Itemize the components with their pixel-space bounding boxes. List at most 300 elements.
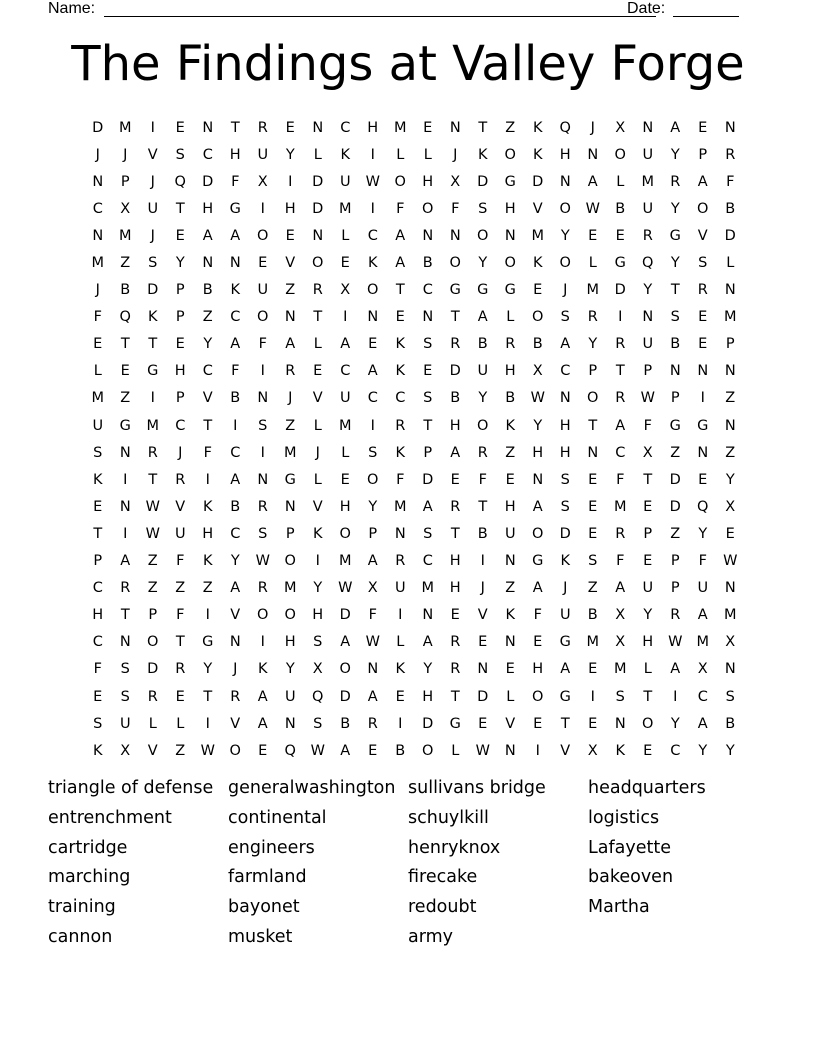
grid-letter: Z: [587, 580, 598, 597]
grid-row: [84, 277, 744, 304]
grid-letter: O: [257, 227, 269, 244]
grid-letter: F: [93, 661, 102, 678]
grid-letter: R: [642, 227, 653, 244]
grid-letter: Y: [560, 227, 570, 244]
grid-letter: L: [588, 255, 597, 272]
grid-letter: H: [202, 525, 214, 542]
grid-letter: T: [478, 119, 488, 136]
grid-letter: C: [202, 363, 213, 380]
grid-letter: K: [532, 146, 543, 163]
grid-letter: E: [423, 363, 433, 380]
grid-letter: F: [231, 173, 240, 190]
word-bank-item: entrenchment: [48, 807, 172, 828]
grid-letter: A: [395, 227, 406, 244]
grid-row: [84, 385, 744, 412]
grid-letter: K: [505, 607, 515, 624]
grid-letter: W: [255, 553, 270, 570]
grid-letter: R: [587, 309, 598, 326]
grid-letter: N: [312, 227, 324, 244]
grid-letter: L: [396, 634, 405, 651]
grid-letter: J: [150, 173, 155, 190]
grid-letter: E: [423, 119, 433, 136]
grid-letter: V: [147, 742, 158, 759]
grid-letter: A: [670, 661, 681, 678]
grid-letter: A: [560, 661, 571, 678]
grid-letter: R: [450, 661, 461, 678]
grid-letter: C: [560, 363, 571, 380]
grid-letter: H: [449, 417, 461, 434]
grid-letter: C: [230, 444, 241, 461]
grid-letter: M: [531, 227, 544, 244]
grid-letter: H: [92, 607, 104, 624]
grid-letter: G: [477, 282, 489, 299]
grid-letter: E: [450, 607, 460, 624]
grid-letter: Y: [285, 146, 295, 163]
word-bank-item: schuylkill: [408, 807, 489, 828]
grid-letter: L: [176, 715, 185, 732]
grid-letter: X: [120, 742, 131, 759]
grid-letter: N: [724, 661, 736, 678]
grid-letter: Z: [202, 580, 213, 597]
grid-letter: X: [725, 634, 736, 651]
grid-letter: E: [478, 634, 488, 651]
grid-letter: Z: [120, 390, 131, 407]
grid-letter: T: [230, 119, 240, 136]
grid-letter: F: [396, 200, 405, 217]
word-bank-item: henryknox: [408, 837, 501, 858]
grid-letter: P: [368, 525, 378, 542]
grid-letter: N: [257, 390, 269, 407]
grid-letter: D: [532, 173, 544, 190]
grid-letter: J: [95, 282, 100, 299]
grid-letter: E: [533, 282, 543, 299]
grid-letter: I: [123, 525, 128, 542]
page-title: The Findings at Valley Forge: [71, 36, 745, 92]
grid-letter: D: [559, 525, 571, 542]
grid-letter: I: [205, 715, 210, 732]
word-bank-item: bayonet: [228, 897, 300, 918]
grid-letter: N: [257, 471, 269, 488]
grid-letter: R: [395, 417, 406, 434]
grid-letter: D: [669, 471, 681, 488]
grid-letter: N: [587, 146, 599, 163]
grid-letter: K: [367, 255, 378, 272]
grid-letter: R: [312, 282, 323, 299]
grid-letter: M: [91, 255, 104, 272]
grid-letter: E: [588, 715, 598, 732]
grid-letter: H: [532, 444, 544, 461]
grid-letter: V: [285, 255, 296, 272]
grid-letter: Q: [119, 309, 131, 326]
grid-letter: W: [365, 173, 380, 190]
grid-letter: E: [588, 525, 598, 542]
grid-letter: A: [120, 553, 131, 570]
grid-letter: V: [230, 715, 241, 732]
grid-letter: M: [723, 607, 737, 624]
grid-letter: A: [202, 227, 213, 244]
grid-letter: D: [312, 200, 324, 217]
grid-letter: Z: [505, 444, 516, 461]
grid-letter: L: [341, 444, 350, 461]
grid-letter: S: [93, 444, 103, 461]
grid-letter: A: [257, 715, 268, 732]
grid-letter: Y: [670, 255, 680, 272]
grid-letter: X: [587, 742, 598, 759]
grid-letter: L: [313, 471, 322, 488]
grid-letter: H: [339, 498, 351, 515]
grid-letter: U: [284, 688, 296, 705]
grid-letter: X: [450, 173, 461, 190]
grid-letter: D: [614, 282, 626, 299]
grid-letter: O: [477, 227, 489, 244]
grid-letter: L: [506, 688, 515, 705]
grid-letter: D: [312, 173, 324, 190]
grid-letter: N: [92, 227, 104, 244]
grid-letter: N: [284, 498, 296, 515]
grid-letter: N: [504, 634, 516, 651]
grid-letter: I: [233, 417, 238, 434]
grid-letter: G: [449, 715, 461, 732]
grid-letter: K: [395, 661, 405, 678]
grid-letter: I: [260, 634, 265, 651]
grid-letter: Q: [559, 119, 571, 136]
grid-letter: H: [532, 661, 544, 678]
grid-letter: B: [450, 390, 461, 407]
grid-letter: C: [202, 146, 213, 163]
grid-letter: H: [284, 634, 296, 651]
grid-letter: C: [422, 282, 433, 299]
grid-letter: N: [394, 525, 406, 542]
grid-letter: X: [615, 634, 626, 651]
grid-letter: Y: [670, 146, 680, 163]
grid-letter: G: [284, 471, 296, 488]
grid-letter: E: [505, 661, 515, 678]
grid-letter: E: [698, 309, 708, 326]
grid-letter: X: [532, 363, 543, 380]
grid-letter: A: [367, 688, 378, 705]
grid-letter: N: [367, 309, 379, 326]
grid-letter: O: [697, 200, 709, 217]
grid-letter: P: [725, 336, 735, 353]
grid-letter: V: [147, 146, 158, 163]
grid-letter: D: [422, 471, 434, 488]
grid-letter: E: [588, 661, 598, 678]
grid-letter: C: [395, 390, 406, 407]
grid-row: [84, 710, 744, 737]
grid-row: [84, 412, 744, 439]
grid-letter: N: [642, 309, 654, 326]
date-label: Date:: [627, 0, 666, 17]
grid-letter: L: [451, 742, 460, 759]
grid-letter: C: [230, 525, 241, 542]
grid-letter: A: [532, 580, 543, 597]
grid-letter: K: [395, 336, 405, 353]
grid-letter: N: [642, 119, 654, 136]
grid-letter: P: [148, 607, 158, 624]
grid-letter: N: [669, 363, 681, 380]
grid-letter: N: [697, 444, 709, 461]
grid-row: [84, 737, 744, 764]
grid-letter: E: [533, 634, 543, 651]
grid-letter: G: [119, 417, 131, 434]
grid-letter: L: [313, 417, 322, 434]
grid-letter: P: [698, 146, 708, 163]
grid-letter: C: [615, 444, 626, 461]
word-bank-item: bakeoven: [588, 867, 674, 888]
grid-letter: Y: [533, 417, 543, 434]
grid-row: [84, 520, 744, 547]
grid-letter: S: [120, 688, 130, 705]
grid-letter: T: [643, 471, 653, 488]
grid-letter: I: [260, 200, 265, 217]
grid-letter: C: [92, 634, 103, 651]
word-bank-item: generalwashington: [228, 778, 396, 798]
grid-letter: R: [257, 119, 268, 136]
grid-row: [84, 331, 744, 358]
grid-letter: R: [450, 336, 461, 353]
grid-letter: H: [229, 146, 241, 163]
grid-letter: T: [560, 715, 570, 732]
grid-letter: B: [587, 607, 598, 624]
grid-row: [84, 168, 744, 195]
grid-letter: Z: [120, 255, 131, 272]
grid-letter: A: [560, 336, 571, 353]
grid-letter: E: [340, 255, 350, 272]
grid-letter: Z: [670, 444, 681, 461]
grid-letter: P: [423, 444, 433, 461]
grid-letter: R: [175, 661, 186, 678]
grid-letter: Z: [175, 580, 186, 597]
grid-letter: N: [724, 119, 736, 136]
grid-letter: T: [120, 607, 130, 624]
grid-letter: H: [202, 200, 214, 217]
grid-letter: X: [312, 661, 323, 678]
grid-letter: E: [643, 498, 653, 515]
grid-letter: S: [313, 715, 323, 732]
grid-row: [84, 195, 744, 222]
grid-letter: X: [615, 607, 626, 624]
grid-letter: I: [398, 715, 403, 732]
grid-letter: Y: [725, 471, 735, 488]
grid-letter: X: [642, 444, 653, 461]
grid-letter: Y: [285, 661, 295, 678]
grid-letter: Y: [368, 498, 378, 515]
grid-letter: H: [642, 634, 654, 651]
grid-letter: G: [697, 417, 709, 434]
grid-letter: B: [615, 200, 626, 217]
grid-letter: O: [367, 282, 379, 299]
grid-letter: E: [505, 471, 515, 488]
grid-letter: S: [175, 146, 185, 163]
grid-letter: N: [119, 444, 131, 461]
grid-letter: S: [148, 255, 158, 272]
grid-letter: P: [643, 525, 653, 542]
grid-letter: C: [670, 742, 681, 759]
grid-letter: S: [670, 309, 680, 326]
grid-letter: T: [395, 282, 405, 299]
grid-letter: O: [367, 471, 379, 488]
grid-letter: L: [313, 336, 322, 353]
grid-letter: K: [395, 444, 405, 461]
grid-letter: N: [229, 255, 241, 272]
grid-letter: K: [312, 525, 323, 542]
grid-letter: V: [312, 390, 323, 407]
grid-letter: R: [120, 580, 131, 597]
grid-letter: E: [395, 688, 405, 705]
word-bank: [48, 778, 768, 968]
grid-letter: R: [175, 471, 186, 488]
grid-letter: L: [616, 173, 625, 190]
grid-letter: H: [559, 444, 571, 461]
grid-letter: N: [724, 282, 736, 299]
grid-letter: H: [422, 173, 434, 190]
grid-letter: G: [532, 553, 544, 570]
grid-letter: I: [260, 363, 265, 380]
grid-letter: B: [230, 390, 241, 407]
grid-letter: K: [560, 553, 570, 570]
grid-letter: F: [616, 471, 625, 488]
grid-letter: M: [338, 200, 352, 217]
grid-letter: H: [559, 417, 571, 434]
grid-letter: J: [123, 146, 128, 163]
grid-letter: E: [478, 715, 488, 732]
grid-letter: Y: [175, 255, 185, 272]
grid-row: [84, 114, 744, 141]
grid-letter: I: [370, 146, 375, 163]
grid-letter: A: [230, 471, 241, 488]
grid-letter: G: [147, 363, 159, 380]
grid-letter: X: [615, 119, 626, 136]
grid-letter: Q: [312, 688, 324, 705]
grid-letter: P: [643, 363, 653, 380]
grid-letter: T: [93, 525, 103, 542]
grid-letter: F: [176, 553, 185, 570]
grid-letter: Q: [642, 255, 654, 272]
grid-letter: W: [640, 390, 655, 407]
grid-letter: E: [93, 498, 103, 515]
grid-letter: T: [120, 336, 130, 353]
grid-row: [84, 602, 744, 629]
grid-letter: A: [532, 498, 543, 515]
grid-letter: J: [590, 119, 595, 136]
grid-letter: T: [148, 471, 158, 488]
grid-letter: U: [642, 580, 654, 597]
grid-letter: F: [231, 363, 240, 380]
grid-letter: I: [590, 688, 595, 705]
grid-letter: O: [532, 688, 544, 705]
grid-row: [84, 656, 744, 683]
grid-letter: E: [698, 471, 708, 488]
grid-letter: I: [205, 471, 210, 488]
grid-letter: N: [202, 255, 214, 272]
grid-letter: N: [119, 634, 131, 651]
grid-letter: C: [175, 417, 186, 434]
grid-letter: K: [147, 309, 158, 326]
grid-letter: S: [478, 200, 488, 217]
grid-row: [84, 141, 744, 168]
grid-letter: E: [725, 525, 735, 542]
grid-letter: Y: [698, 525, 708, 542]
grid-letter: C: [422, 553, 433, 570]
grid-letter: A: [697, 173, 708, 190]
grid-letter: L: [423, 146, 432, 163]
grid-letter: E: [643, 553, 653, 570]
grid-letter: P: [670, 580, 680, 597]
grid-letter: V: [175, 498, 186, 515]
grid-letter: M: [586, 634, 599, 651]
grid-letter: R: [367, 715, 378, 732]
grid-letter: F: [478, 471, 487, 488]
grid-letter: A: [340, 336, 351, 353]
grid-letter: U: [339, 390, 351, 407]
grid-letter: M: [613, 661, 627, 678]
grid-letter: O: [532, 525, 544, 542]
grid-letter: Q: [174, 173, 186, 190]
grid-letter: R: [615, 336, 626, 353]
word-bank-item: Lafayette: [588, 837, 671, 858]
grid-letter: W: [200, 742, 215, 759]
grid-letter: B: [532, 336, 543, 353]
grid-letter: W: [145, 525, 160, 542]
grid-letter: A: [395, 255, 406, 272]
grid-row: [84, 575, 744, 602]
grid-letter: U: [559, 607, 571, 624]
grid-letter: J: [233, 661, 238, 678]
grid-letter: R: [670, 607, 681, 624]
grid-letter: M: [613, 498, 627, 515]
grid-letter: N: [119, 498, 131, 515]
grid-letter: R: [725, 146, 736, 163]
grid-letter: F: [176, 607, 185, 624]
word-bank-item: training: [48, 897, 116, 918]
grid-letter: L: [313, 146, 322, 163]
word-bank-item: triangle of defense: [48, 778, 214, 798]
grid-letter: G: [229, 200, 241, 217]
grid-row: [84, 466, 744, 493]
grid-letter: S: [560, 471, 570, 488]
grid-letter: E: [93, 336, 103, 353]
grid-letter: M: [586, 282, 599, 299]
grid-letter: E: [588, 227, 598, 244]
grid-letter: M: [283, 580, 297, 597]
grid-letter: O: [339, 525, 351, 542]
grid-letter: U: [504, 525, 516, 542]
grid-letter: O: [559, 255, 571, 272]
grid-letter: D: [477, 173, 489, 190]
grid-letter: L: [643, 661, 652, 678]
grid-letter: F: [616, 553, 625, 570]
grid-letter: B: [477, 336, 488, 353]
grid-letter: O: [559, 200, 571, 217]
grid-letter: D: [449, 363, 461, 380]
grid-letter: B: [120, 282, 131, 299]
grid-letter: J: [315, 444, 320, 461]
grid-letter: V: [312, 498, 323, 515]
grid-letter: R: [395, 553, 406, 570]
grid-letter: I: [315, 553, 320, 570]
grid-letter: Z: [147, 553, 158, 570]
grid-letter: B: [670, 336, 681, 353]
grid-letter: E: [588, 498, 598, 515]
grid-letter: N: [504, 742, 516, 759]
grid-row: [84, 222, 744, 249]
grid-letter: G: [669, 417, 681, 434]
grid-letter: U: [394, 580, 406, 597]
grid-letter: S: [423, 525, 433, 542]
grid-letter: G: [614, 255, 626, 272]
grid-letter: P: [93, 553, 103, 570]
grid-letter: S: [615, 688, 625, 705]
